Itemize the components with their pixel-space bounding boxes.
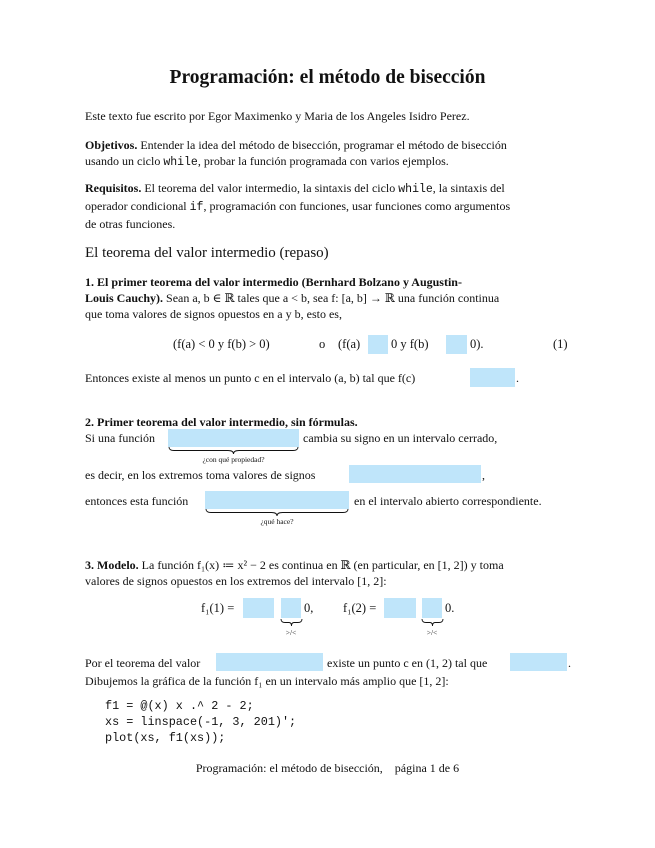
objectives-code: while <box>163 156 198 169</box>
underbrace-property <box>168 446 299 455</box>
note-what-it-does: ¿qué hace? <box>260 517 294 526</box>
item1-conclusion: Entonces existe al menos un punto c en el intervalo (a, b) tal que f(c) <box>85 371 416 385</box>
note-sign-1: >/< <box>285 628 297 637</box>
eq-f1-at-2-end: 0. <box>445 601 455 615</box>
underbrace-sign-1 <box>280 618 303 627</box>
item1-heading-line2: Louis Cauchy). <box>85 291 164 305</box>
item1-line2: Sean a, b ∈ ℝ tales que a < b, sea f: [a, b] → ℝ una función continua <box>163 291 500 305</box>
item3-line3b: existe un punto c en (1, 2) tal que <box>327 656 488 670</box>
blank-fc-value[interactable] <box>470 368 515 387</box>
blank-condition[interactable] <box>510 653 567 671</box>
equation-part2b: 0 y f(b) <box>391 337 429 351</box>
blank-opposite-signs[interactable] <box>349 465 481 483</box>
blank-f1-at-1-sign[interactable] <box>281 598 301 618</box>
item1-conclusion-period: . <box>516 371 519 385</box>
requirements-paragraph <box>85 180 571 232</box>
objectives-line2a: usando un ciclo <box>85 154 164 168</box>
authors-text: Este texto fue escrito por Egor Maximenko y Maria de los Angeles Isidro Perez. <box>85 109 470 123</box>
objectives-paragraph <box>85 137 571 171</box>
equation-part2a: (f(a) <box>338 337 361 351</box>
section-heading: El teorema del valor intermedio (repaso) <box>85 245 329 261</box>
item2-line2a: es decir, en los extremos toma valores de signos <box>85 468 316 482</box>
item2-line2b: , <box>482 468 485 482</box>
requirements-line1a: El teorema del valor intermedio, la sintaxis del ciclo <box>141 181 399 195</box>
item2-heading-text: 2. Primer teorema del valor intermedio, sin fórmulas. <box>85 415 358 429</box>
authors-paragraph <box>85 108 571 124</box>
item2-line3b: en el intervalo abierto correspondiente. <box>354 494 542 508</box>
item1-heading-line1: 1. El primer teorema del valor intermedio (Bernhard Bolzano y Augustin- <box>85 275 462 289</box>
item3-heading: 3. Modelo. <box>85 558 139 572</box>
item1-line3: que toma valores de signos opuestos en a y b, esto es, <box>85 307 342 321</box>
underbrace-what-it-does <box>205 508 349 517</box>
objectives-line2b: , probar la función programada con varios ejemplos. <box>197 154 449 168</box>
blank-f1-at-2-value[interactable] <box>384 598 416 618</box>
blank-f1-at-2-sign[interactable] <box>422 598 442 618</box>
eq-f1-at-1-lhs: f₁(1) = <box>201 601 235 615</box>
document-title: Programación: el método de bisección <box>169 67 486 88</box>
code-line-2: xs = linspace(-1, 3, 201)'; <box>105 715 297 729</box>
blank-sign-fb[interactable] <box>446 335 467 354</box>
eq-f1-at-2-lhs: f₁(2) = <box>343 601 377 615</box>
item3-line3a: Por el teorema del valor <box>85 656 201 670</box>
blank-what-it-does[interactable] <box>205 491 349 509</box>
item2-line3a: entonces esta función <box>85 494 189 508</box>
item2-heading <box>85 415 358 430</box>
item3-paragraph <box>85 557 571 589</box>
code-line-1: f1 = @(x) x .^ 2 - 2; <box>105 699 254 713</box>
eq-f1-at-1-end: 0, <box>304 601 314 615</box>
equation-part1: (f(a) < 0 y f(b) > 0) <box>173 337 270 351</box>
item3-line2: valores de signos opuestos en los extremos del intervalo [1, 2]: <box>85 574 387 588</box>
code-line-3: plot(xs, f1(xs)); <box>105 731 226 745</box>
item3-line3c: . <box>568 656 571 670</box>
blank-sign-fa[interactable] <box>368 335 388 354</box>
requirements-code2: if <box>189 201 204 214</box>
objectives-line1: Entender la idea del método de bisección, programar el método de bisección <box>137 138 507 152</box>
requirements-line2b: , programación con funciones, usar funciones como argumentos <box>203 199 511 213</box>
requirements-code1: while <box>398 183 433 196</box>
equation-number: (1) <box>553 337 568 351</box>
note-sign-2: >/< <box>426 628 438 637</box>
item2-line1a: Si una función <box>85 431 155 445</box>
blank-f1-at-1-value[interactable] <box>243 598 274 618</box>
item3-line4: Dibujemos la gráfica de la función f₁ en un intervalo más amplio que [1, 2]: <box>85 674 449 688</box>
requirements-line2a: operador condicional <box>85 199 190 213</box>
blank-theorem-name[interactable] <box>216 653 323 671</box>
requirements-line1b: , la sintaxis del <box>432 181 505 195</box>
objectives-label: Objetivos. <box>85 138 138 152</box>
requirements-line3: de otras funciones. <box>85 217 176 231</box>
equation-part2c: 0). <box>470 337 484 351</box>
underbrace-sign-2 <box>421 618 444 627</box>
item2-line1b: cambia su signo en un intervalo cerrado, <box>303 431 498 445</box>
item1-paragraph <box>85 274 571 322</box>
page-footer: Programación: el método de bisección, página 1 de 6 <box>195 761 460 775</box>
requirements-label: Requisitos. <box>85 181 142 195</box>
equation-or: o <box>319 337 326 351</box>
item3-line1: La función f₁(x) ≔ x² − 2 es continua en ℝ (en particular, en [1, 2]) y toma <box>138 558 504 572</box>
blank-function-property[interactable] <box>168 429 299 447</box>
note-property: ¿con qué propiedad? <box>202 455 265 464</box>
